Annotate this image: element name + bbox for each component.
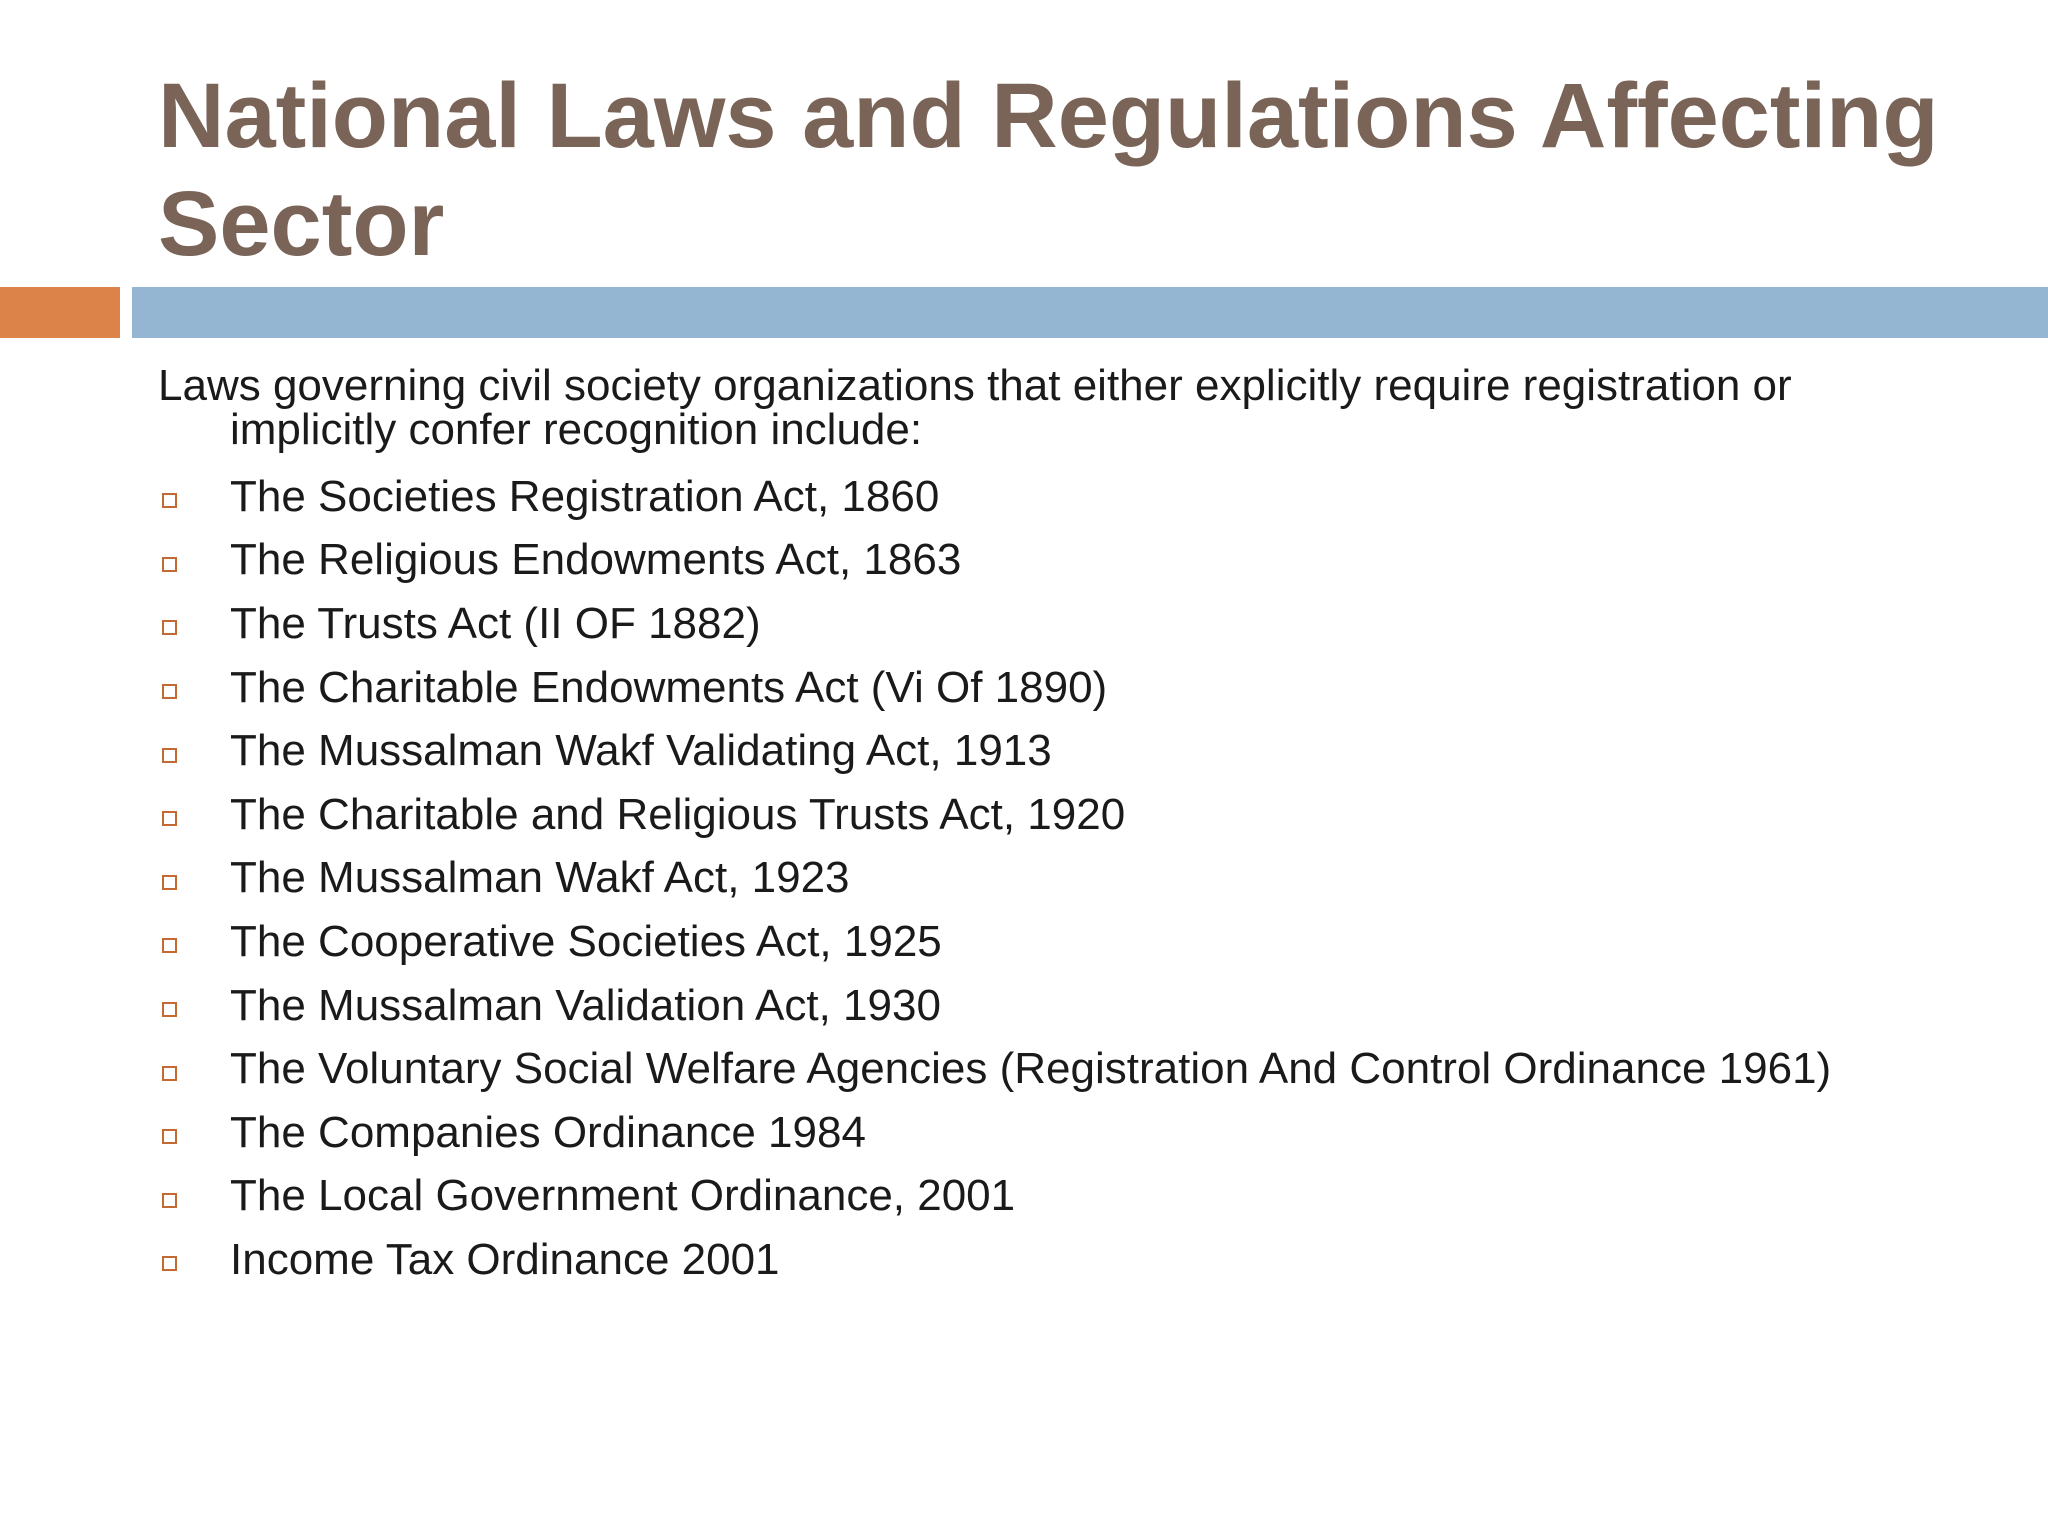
- list-item: [158, 1165, 2018, 1229]
- list-item: [158, 529, 2018, 593]
- law-name: Income Tax Ordinance 2001: [230, 1234, 780, 1284]
- list-item: [158, 1101, 2018, 1165]
- square-bullet-icon: [162, 1256, 177, 1271]
- law-name: The Mussalman Wakf Validating Act, 1913: [230, 726, 1052, 776]
- list-item: [158, 783, 2018, 847]
- law-name: The Companies Ordinance 1984: [230, 1107, 866, 1157]
- list-item: [158, 465, 2018, 529]
- list-item: [158, 656, 2018, 720]
- slide-title: National Laws and Regulations Affecting Sector: [158, 65, 1939, 275]
- square-bullet-icon: [162, 493, 177, 508]
- square-bullet-icon: [162, 1002, 177, 1017]
- square-bullet-icon: [162, 1129, 177, 1144]
- law-name: The Charitable and Religious Trusts Act, 1920: [230, 789, 1126, 839]
- law-name: The Mussalman Validation Act, 1930: [230, 980, 941, 1030]
- list-item: [158, 974, 2018, 1038]
- square-bullet-icon: [162, 620, 177, 635]
- square-bullet-icon: [162, 748, 177, 763]
- list-item: [158, 719, 2018, 783]
- law-name: The Societies Registration Act, 1860: [230, 471, 940, 521]
- law-name: The Charitable Endowments Act (Vi Of 1890): [230, 662, 1108, 712]
- law-name: The Cooperative Societies Act, 1925: [230, 916, 942, 966]
- list-item: [158, 910, 2018, 974]
- accent-bar-blue: [132, 287, 2048, 338]
- square-bullet-icon: [162, 875, 177, 890]
- square-bullet-icon: [162, 938, 177, 953]
- accent-bar-orange: [0, 287, 120, 338]
- law-name: The Trusts Act (II OF 1882): [230, 598, 761, 648]
- law-name: The Mussalman Wakf Act, 1923: [230, 853, 850, 903]
- square-bullet-icon: [162, 557, 177, 572]
- list-item: [158, 1228, 2018, 1292]
- list-item: [158, 592, 2018, 656]
- law-name: The Voluntary Social Welfare Agencies (Registration And Control Ordinance 1961): [230, 1044, 1832, 1094]
- square-bullet-icon: [162, 1193, 177, 1208]
- list-item: [158, 847, 2018, 911]
- intro-text: Laws governing civil society organizations that either explicitly require registration or implicitly confer recognition include:: [158, 361, 1792, 454]
- law-name: The Local Government Ordinance, 2001: [230, 1171, 1016, 1221]
- square-bullet-icon: [162, 811, 177, 826]
- square-bullet-icon: [162, 1066, 177, 1081]
- list-item: [158, 1037, 2018, 1101]
- square-bullet-icon: [162, 684, 177, 699]
- law-name: The Religious Endowments Act, 1863: [230, 535, 962, 585]
- law-list: [158, 465, 2018, 1292]
